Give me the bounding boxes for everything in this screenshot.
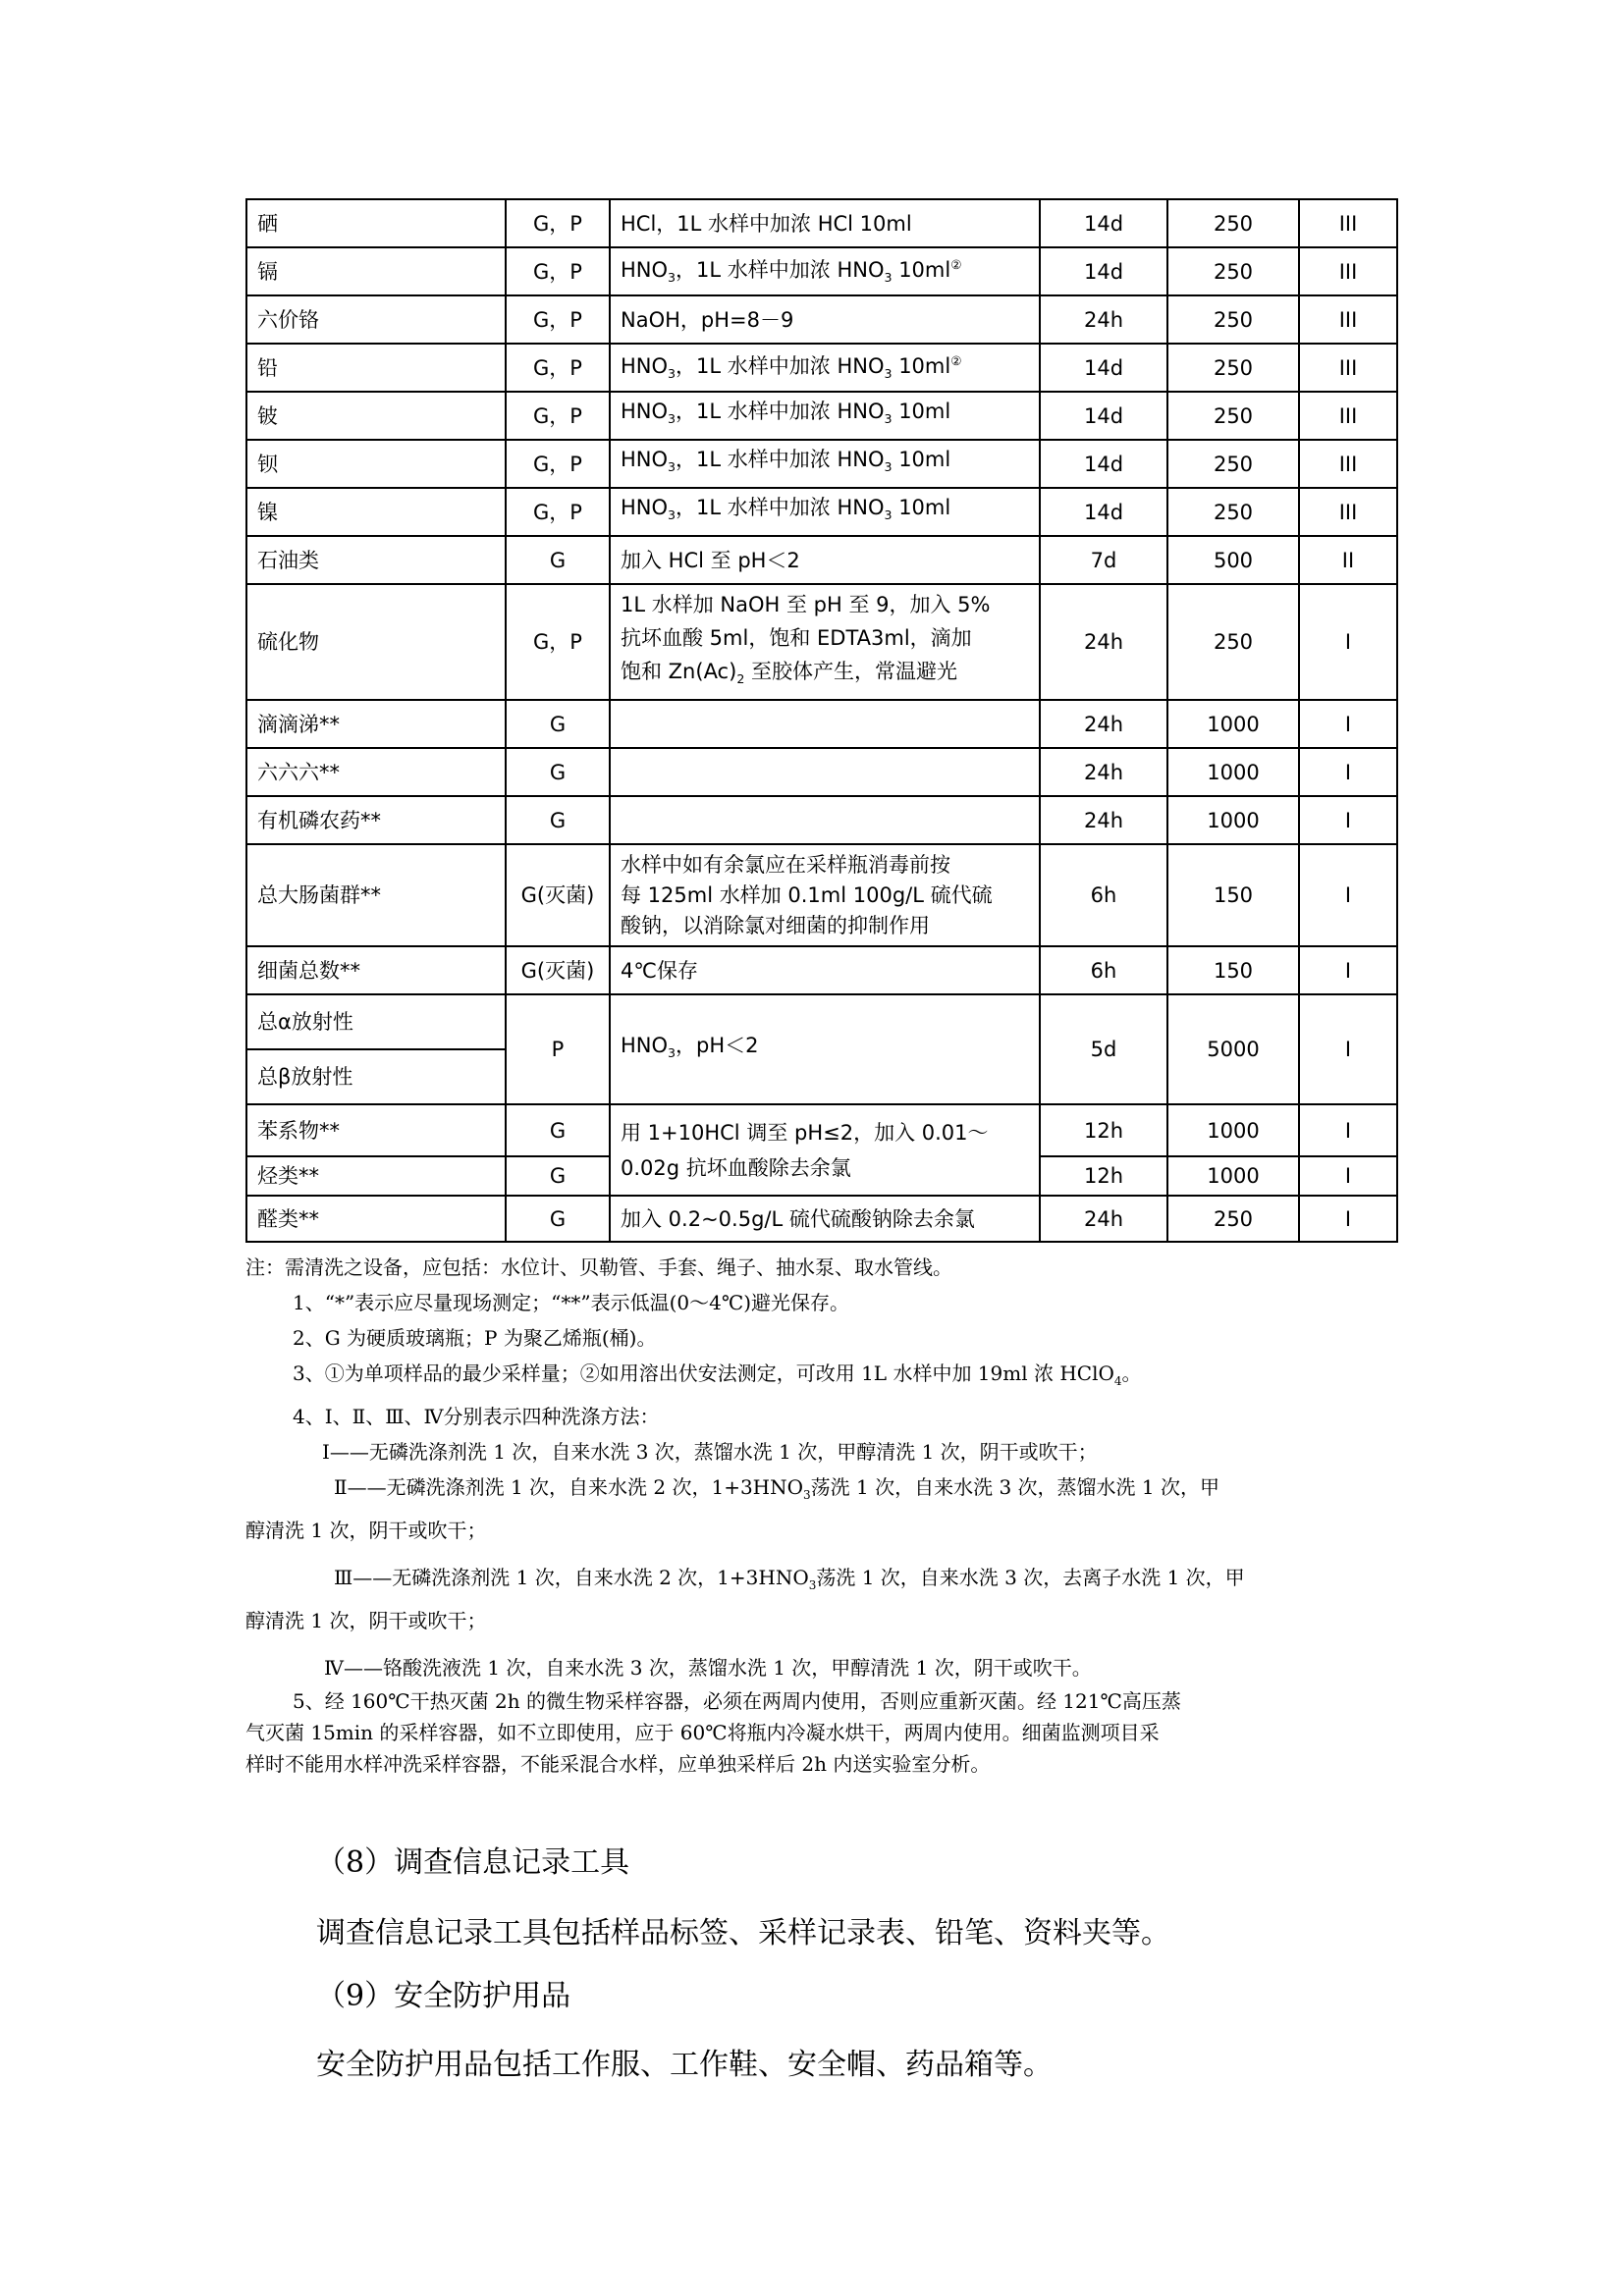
wash-cell: I (1299, 1104, 1397, 1156)
method-cell (610, 1104, 1040, 1196)
note-line: 4、Ⅰ、Ⅱ、Ⅲ、Ⅳ分别表示四种洗涤方法： (293, 1405, 660, 1428)
time-cell: 24h (1040, 748, 1167, 796)
table-row (246, 392, 1397, 440)
container-cell: G，P (506, 392, 610, 440)
method-cell: HCl，1L 水样中加浓 HCl 10ml (610, 199, 1040, 247)
item-cell: 铅 (246, 344, 506, 392)
time-cell: 24h (1040, 796, 1167, 844)
time-cell: 14d (1040, 488, 1167, 536)
container-cell: G (506, 1156, 610, 1196)
container-cell: G(灭菌) (506, 946, 610, 994)
amount-cell: 500 (1167, 536, 1299, 584)
section-9-title: （9）安全防护用品 (316, 1979, 571, 2013)
note-line: 2、G 为硬质玻璃瓶；P 为聚乙烯瓶(桶)。 (293, 1326, 657, 1350)
item-cell: 滴滴涕** (246, 700, 506, 748)
wash-cell: III (1299, 344, 1397, 392)
amount-cell: 250 (1167, 488, 1299, 536)
container-cell: G(灭菌) (506, 844, 610, 946)
amount-cell: 150 (1167, 844, 1299, 946)
time-cell: 7d (1040, 536, 1167, 584)
method-cell (610, 748, 1040, 796)
wash-cell: I (1299, 1196, 1397, 1242)
container-cell: G，P (506, 344, 610, 392)
container-cell: G (506, 1104, 610, 1156)
item-cell: 六价铬 (246, 295, 506, 344)
method-cell: $HNO_3$，1L 水样中加浓 $HNO_3$ 10ml② (610, 247, 1040, 295)
time-cell: 14d (1040, 440, 1167, 488)
section-8-body: 调查信息记录工具包括样品标签、采样记录表、铅笔、资料夹等。 (316, 1916, 1170, 1950)
time-cell: 12h (1040, 1104, 1167, 1156)
wash-cell: III (1299, 488, 1397, 536)
amount-cell: 250 (1167, 584, 1299, 700)
wash-method-line: Ⅳ——铬酸洗液洗 1 次，自来水洗 3 次，蒸馏水洗 1 次，甲醇清洗 1 次，阴干或吹干。 (324, 1656, 1092, 1680)
table-row (246, 700, 1397, 748)
item-cell: 总大肠菌群** (246, 844, 506, 946)
method-cell: $HNO_3$，pH＜2 (610, 994, 1040, 1104)
time-cell: 24h (1040, 700, 1167, 748)
time-cell: 5d (1040, 994, 1167, 1104)
amount-cell: 1000 (1167, 700, 1299, 748)
method-cell (610, 844, 1040, 946)
item-cell: 镍 (246, 488, 506, 536)
wash-cell: III (1299, 199, 1397, 247)
container-cell: G，P (506, 199, 610, 247)
note-line: 注：需清洗之设备，应包括：水位计、贝勒管、手套、绳子、抽水泵、取水管线。 (245, 1255, 952, 1279)
wash-cell: III (1299, 295, 1397, 344)
wash-method-line: 醇清洗 1 次，阴干或吹干； (245, 1609, 487, 1632)
method-line: 抗坏血酸 5ml，饱和 EDTA3ml，滴加 (621, 625, 972, 650)
wash-cell: I (1299, 946, 1397, 994)
item-cell: 石油类 (246, 536, 506, 584)
table-row (246, 295, 1397, 344)
note-line: 气灭菌 15min 的采样容器，如不立即使用，应于 60℃将瓶内冷凝水烘干，两周内使用。细菌监测项目采 (245, 1721, 1160, 1744)
wash-cell: I (1299, 796, 1397, 844)
method-line: 每 125ml 水样加 0.1ml 100g/L 硫代硫 (621, 882, 993, 907)
wash-method-line: Ⅰ——无磷洗涤剂洗 1 次，自来水洗 3 次，蒸馏水洗 1 次，甲醇清洗 1 次，阴干或吹干； (322, 1440, 1098, 1464)
item-cell: 六六六** (246, 748, 506, 796)
table-notes (245, 1250, 1396, 1780)
table-row (246, 199, 1397, 247)
method-cell (610, 584, 1040, 700)
method-cell: 4℃保存 (610, 946, 1040, 994)
table-row (246, 488, 1397, 536)
wash-cell: II (1299, 536, 1397, 584)
time-cell: 24h (1040, 295, 1167, 344)
section-9-body: 安全防护用品包括工作服、工作鞋、安全帽、药品箱等。 (316, 2048, 1053, 2082)
method-cell (610, 700, 1040, 748)
container-cell: P (506, 994, 610, 1104)
wash-cell: III (1299, 247, 1397, 295)
item-cell: 铍 (246, 392, 506, 440)
method-line: 1L 水样加 NaOH 至 pH 至 9，加入 5% (621, 592, 991, 616)
wash-method-line: Ⅲ——无磷洗涤剂洗 1 次，自来水洗 2 次，$1+3HNO_3$荡洗 1 次，自来水洗 3 次，去离子水洗 1 次，甲 (334, 1566, 1245, 1592)
time-cell: 24h (1040, 1196, 1167, 1242)
method-cell: NaOH，pH=8－9 (610, 295, 1040, 344)
item-cell: 有机磷农药** (246, 796, 506, 844)
method-cell: $HNO_3$，1L 水样中加浓 $HNO_3$ 10ml (610, 392, 1040, 440)
amount-cell: 250 (1167, 247, 1299, 295)
time-cell: 6h (1040, 946, 1167, 994)
method-line: 用 1+10HCl 调至 pH≤2，加入 0.01～ (621, 1120, 989, 1145)
table-row (246, 994, 1397, 1049)
wash-cell: I (1299, 1156, 1397, 1196)
time-cell: 6h (1040, 844, 1167, 946)
method-cell (610, 796, 1040, 844)
note-line: 3、①为单项样品的最少采样量；②如用溶出伏安法测定，可改用 1L 水样中加 19ml 浓 HClO$_4$。 (293, 1362, 1142, 1388)
note-line: 5、经 160℃干热灭菌 2h 的微生物采样容器，必须在两周内使用，否则应重新灭菌。经 121℃高压蒸 (293, 1689, 1181, 1713)
time-cell: 14d (1040, 199, 1167, 247)
amount-cell: 1000 (1167, 748, 1299, 796)
amount-cell: 250 (1167, 392, 1299, 440)
time-cell: 14d (1040, 392, 1167, 440)
container-cell: G，P (506, 584, 610, 700)
method-line: 饱和 $Zn(Ac)_2$ 至胶体产生，常温避光 (621, 659, 958, 687)
method-cell: $HNO_3$，1L 水样中加浓 $HNO_3$ 10ml② (610, 344, 1040, 392)
method-cell: 加入 HCl 至 pH＜2 (610, 536, 1040, 584)
section-8-title: （8）调查信息记录工具 (316, 1845, 630, 1880)
table-row (246, 844, 1397, 946)
wash-cell: III (1299, 440, 1397, 488)
item-cell: 醛类** (246, 1196, 506, 1242)
time-cell: 24h (1040, 584, 1167, 700)
method-line: 0.02g 抗坏血酸除去余氯 (621, 1155, 851, 1180)
method-cell: $HNO_3$，1L 水样中加浓 $HNO_3$ 10ml (610, 488, 1040, 536)
amount-cell: 250 (1167, 295, 1299, 344)
wash-method-line: 醇清洗 1 次，阴干或吹干； (245, 1519, 487, 1542)
table-row (246, 344, 1397, 392)
amount-cell: 1000 (1167, 1104, 1299, 1156)
container-cell: G (506, 796, 610, 844)
table-row (246, 440, 1397, 488)
amount-cell: 150 (1167, 946, 1299, 994)
note-line: 样时不能用水样冲洗采样容器，不能采混合水样，应单独采样后 2h 内送实验室分析。 (245, 1752, 991, 1776)
time-cell: 12h (1040, 1156, 1167, 1196)
amount-cell: 250 (1167, 199, 1299, 247)
method-line: 酸钠，以消除氯对细菌的抑制作用 (621, 913, 930, 937)
container-cell: G (506, 1196, 610, 1242)
amount-cell: 1000 (1167, 796, 1299, 844)
container-cell: G，P (506, 440, 610, 488)
item-cell: 苯系物** (246, 1104, 506, 1156)
time-cell: 14d (1040, 344, 1167, 392)
amount-cell: 250 (1167, 344, 1299, 392)
amount-cell: 1000 (1167, 1156, 1299, 1196)
sample-preservation-table (245, 198, 1398, 1243)
amount-cell: 250 (1167, 440, 1299, 488)
container-cell: G，P (506, 295, 610, 344)
table-row (246, 247, 1397, 295)
item-cell: 镉 (246, 247, 506, 295)
method-cell: $HNO_3$，1L 水样中加浓 $HNO_3$ 10ml (610, 440, 1040, 488)
container-cell: G，P (506, 247, 610, 295)
wash-cell: I (1299, 584, 1397, 700)
container-cell: G (506, 748, 610, 796)
wash-method-line: Ⅱ——无磷洗涤剂洗 1 次，自来水洗 2 次，$1+3HNO_3$荡洗 1 次，自来水洗 3 次，蒸馏水洗 1 次，甲 (334, 1475, 1219, 1502)
item-cell: 细菌总数** (246, 946, 506, 994)
container-cell: G (506, 536, 610, 584)
method-line: 水样中如有余氯应在采样瓶消毒前按 (621, 852, 950, 877)
note-line: 1、“*”表示应尽量现场测定；“**”表示低温(0～4℃)避光保存。 (293, 1291, 850, 1314)
table-row (246, 1104, 1397, 1156)
table-row (246, 1196, 1397, 1242)
item-cell: 总β放射性 (246, 1049, 506, 1104)
table-row (246, 536, 1397, 584)
item-cell: 硫化物 (246, 584, 506, 700)
amount-cell: 250 (1167, 1196, 1299, 1242)
table-row (246, 748, 1397, 796)
wash-cell: I (1299, 844, 1397, 946)
container-cell: G，P (506, 488, 610, 536)
table-row (246, 946, 1397, 994)
method-cell: 加入 0.2~0.5g/L 硫代硫酸钠除去余氯 (610, 1196, 1040, 1242)
item-cell: 硒 (246, 199, 506, 247)
amount-cell: 5000 (1167, 994, 1299, 1104)
time-cell: 14d (1040, 247, 1167, 295)
item-cell: 总α放射性 (246, 994, 506, 1049)
item-cell: 烃类** (246, 1156, 506, 1196)
wash-cell: I (1299, 994, 1397, 1104)
table-row (246, 796, 1397, 844)
wash-cell: I (1299, 700, 1397, 748)
wash-cell: I (1299, 748, 1397, 796)
container-cell: G (506, 700, 610, 748)
table-row (246, 584, 1397, 700)
wash-cell: III (1299, 392, 1397, 440)
item-cell: 钡 (246, 440, 506, 488)
